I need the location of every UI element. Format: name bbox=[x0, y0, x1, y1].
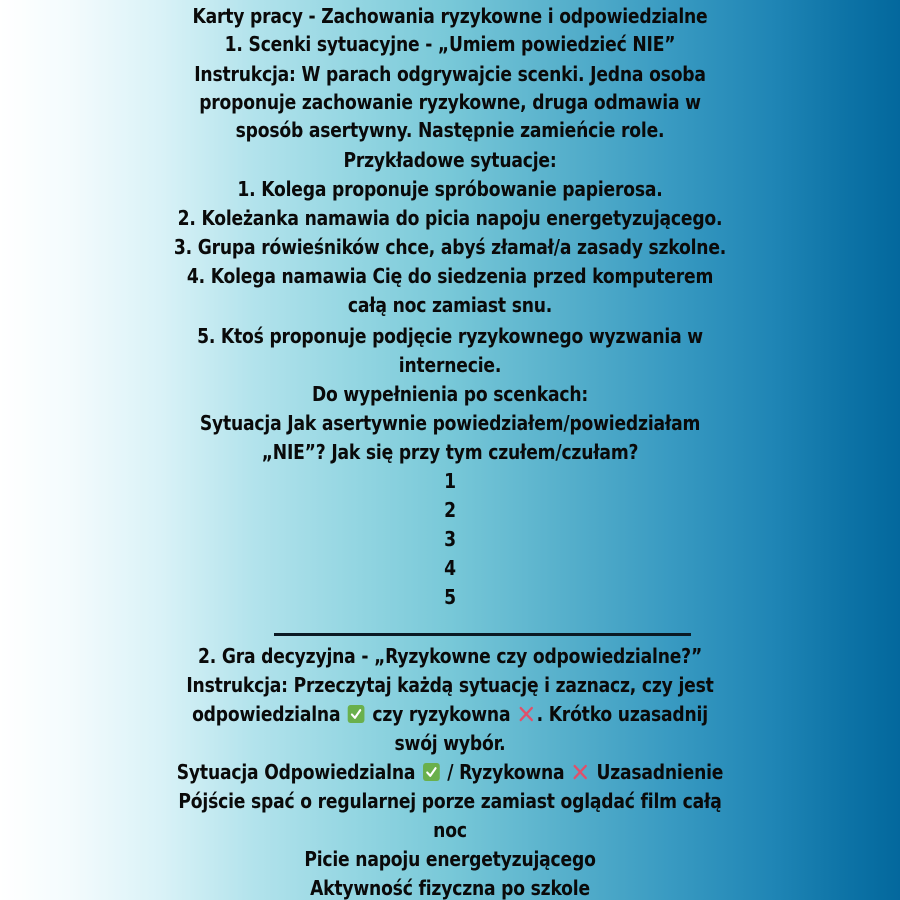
table-row-number: 4 bbox=[444, 556, 456, 580]
fill-heading: Do wypełnienia po scenkach: bbox=[311, 382, 589, 406]
header-justification: Uzasadnienie bbox=[596, 760, 724, 784]
cross-mark-icon bbox=[572, 763, 589, 781]
decision-situation: Pójście spać o regularnej porze zamiast oglądać film całą bbox=[178, 789, 722, 813]
instruction-responsible-label: odpowiedzialna bbox=[192, 702, 341, 726]
instruction-justify-label: . Krótko uzasadnij bbox=[536, 702, 708, 726]
table-header-line: Sytuacja Jak asertywnie powiedziałem/powiedziałam bbox=[199, 411, 701, 435]
check-mark-button-icon bbox=[423, 763, 440, 781]
table-row-number: 3 bbox=[444, 527, 456, 551]
section1-instruction-line: Instrukcja: W parach odgrywajcie scenki. Jedna osoba bbox=[194, 62, 706, 86]
table-row-number: 1 bbox=[444, 469, 456, 493]
section2-instruction-line bbox=[3, 700, 898, 729]
instruction-risky-label: czy ryzykowna bbox=[372, 702, 511, 726]
section2-heading: 2. Gra decyzyjna - „Ryzykowne czy odpowiedzialne?” bbox=[197, 644, 703, 668]
section1-heading: 1. Scenki sytuacyjne - „Umiem powiedzieć NIE” bbox=[224, 32, 676, 56]
section2-instruction-line: swój wybór. bbox=[394, 731, 506, 755]
worksheet-title: Karty pracy - Zachowania ryzykowne i odpowiedzialne bbox=[192, 4, 708, 28]
example-item: 2. Koleżanka namawia do picia napoju energetyzującego. bbox=[177, 206, 723, 230]
example-item: 5. Ktoś proponuje podjęcie ryzykownego wyzwania w bbox=[197, 324, 703, 348]
decision-situation: Picie napoju energetyzującego bbox=[304, 847, 596, 871]
header-risky: / Ryzykowna bbox=[447, 760, 565, 784]
examples-heading: Przykładowe sytuacje: bbox=[343, 148, 557, 172]
table-row-number: 2 bbox=[444, 498, 456, 522]
decision-table-header bbox=[3, 758, 898, 787]
header-situation-responsible: Sytuacja Odpowiedzialna bbox=[176, 760, 416, 784]
section-divider bbox=[274, 633, 691, 636]
decision-situation-continued: noc bbox=[433, 818, 467, 842]
example-item: 3. Grupa rówieśników chce, abyś złamał/a zasady szkolne. bbox=[173, 235, 727, 259]
table-row-number: 5 bbox=[444, 585, 456, 609]
example-item: 1. Kolega proponuje spróbowanie papierosa. bbox=[237, 177, 663, 201]
cross-mark-icon bbox=[518, 705, 535, 723]
example-item-continued: internecie. bbox=[398, 353, 502, 377]
check-mark-button-icon bbox=[348, 705, 365, 723]
decision-situation: Aktywność fizyczna po szkole bbox=[310, 876, 590, 900]
example-item: 4. Kolega namawia Cię do siedzenia przed komputerem bbox=[186, 264, 714, 288]
section1-instruction-line: proponuje zachowanie ryzykowne, druga odmawia w bbox=[199, 90, 701, 114]
table-header-line: „NIE”? Jak się przy tym czułem/czułam? bbox=[261, 440, 639, 464]
example-item-continued: całą noc zamiast snu. bbox=[347, 293, 553, 317]
section1-instruction-line: sposób asertywny. Następnie zamieńcie role. bbox=[235, 118, 665, 142]
section2-instruction-line: Instrukcja: Przeczytaj każdą sytuację i zaznacz, czy jest bbox=[186, 673, 714, 697]
